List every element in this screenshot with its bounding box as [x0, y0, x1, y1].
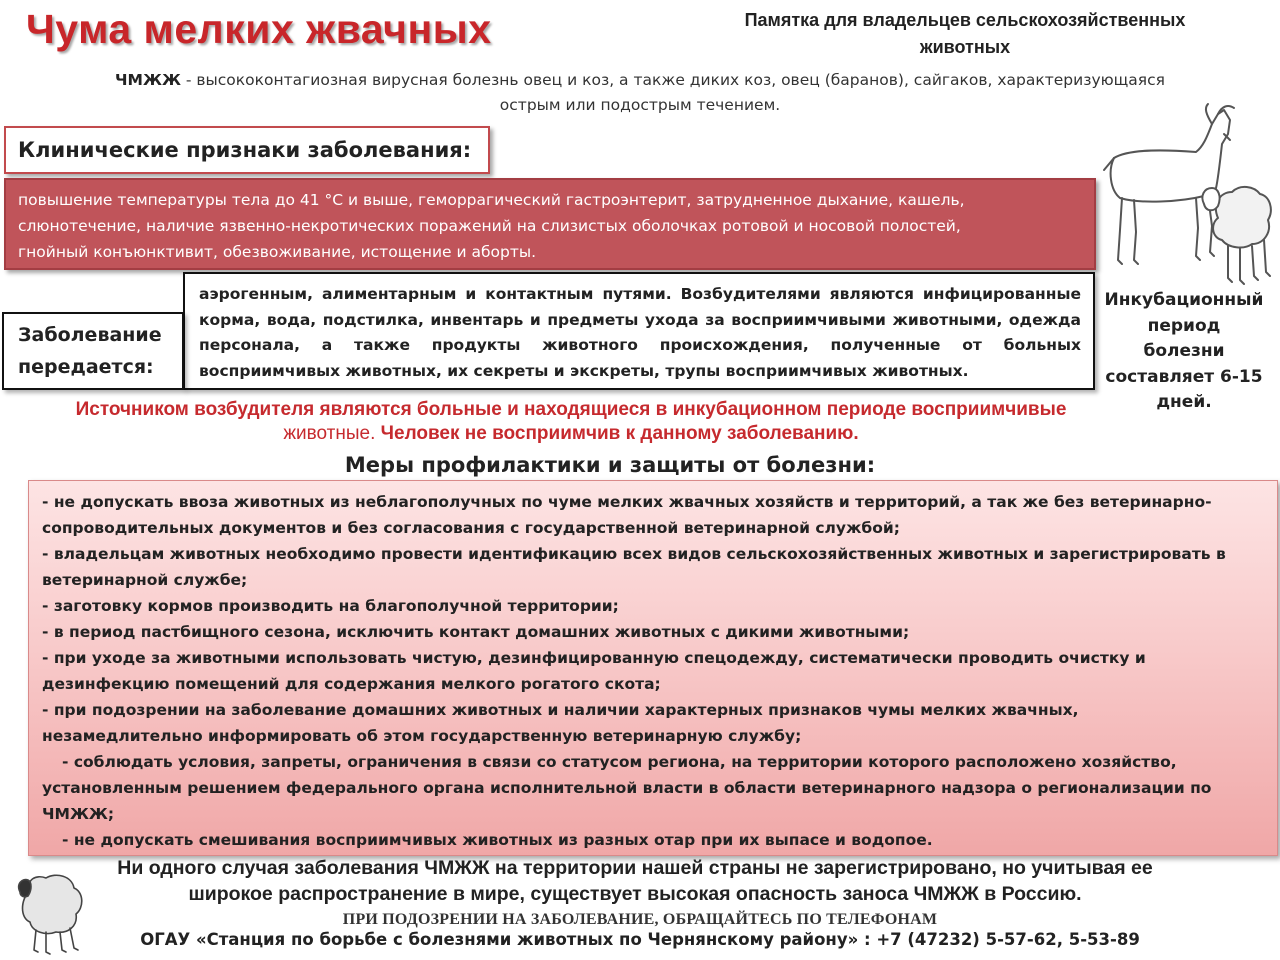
intro-abbr: ЧМЖЖ	[115, 71, 181, 89]
page-title: Чума мелких жвачных	[26, 6, 492, 52]
incubation-line: составляет 6-15	[1105, 366, 1263, 387]
measure-line: - при уходе за животными использовать чистую, дезинфицированную спецодежду, систематически проводить очистку и	[42, 649, 1146, 667]
measure-line: - не допускать смешивания восприимчивых животных из разных отар при их выпасе и водопое.	[62, 831, 933, 849]
measure-line: - владельцам животных необходимо провести идентификацию всех видов сельскохозяйственных животных и зарегистрировать в	[42, 545, 1226, 563]
measure-line: сопроводительных документов и без согласования с государственной ветеринарной службой;	[42, 519, 900, 537]
memo-heading	[690, 7, 1240, 61]
clinical-signs-line: слюнотечение, наличие язвенно-некротических поражений на слизистых оболочках ротовой и носовой полостей,	[18, 217, 961, 235]
transmission-label-line: передается:	[18, 356, 154, 378]
prevention-measures-box	[28, 480, 1278, 856]
source-human-note: Человек не восприимчив к данному заболеванию.	[380, 423, 859, 444]
measure-line: ЧМЖЖ;	[42, 805, 115, 823]
intro-paragraph	[20, 68, 1260, 118]
clinical-signs-line: повышение температуры тела до 41 °С и выше, геморрагический гастроэнтерит, затрудненное дыхание, кашель,	[18, 191, 965, 209]
source-line	[6, 422, 1136, 446]
sheep-illustration	[12, 870, 88, 956]
measure-line: незамедлительно информировать об этом государственную ветеринарную службу;	[42, 727, 802, 745]
goat-sheep-icon	[1100, 100, 1276, 290]
intro-line: острым или подострым течением.	[499, 96, 781, 114]
measure-line: установленным решением федерального органа исполнительной власти в области ветеринарного надзора о регионализации по	[42, 779, 1212, 797]
infection-source-note	[6, 398, 1136, 446]
measure-line: ветеринарной службе;	[42, 571, 248, 589]
measure-line: - не допускать ввоза животных из неблагополучных по чуме мелких жвачных хозяйств и территорий, а так же без ветеринарно-	[42, 493, 1212, 511]
sheep-icon	[12, 870, 88, 956]
contact-call-heading: ПРИ ПОДОЗРЕНИИ НА ЗАБОЛЕВАНИЕ, ОБРАЩАЙТЕСЬ ПО ТЕЛЕФОНАМ	[342, 911, 938, 928]
source-separator: .	[370, 423, 381, 444]
measure-line: - в период пастбищного сезона, исключить контакт домашних животных с дикими животными;	[42, 623, 910, 641]
incubation-line: болезни	[1143, 341, 1225, 361]
goat-and-sheep-illustration	[1100, 100, 1276, 290]
incubation-line: дней.	[1156, 392, 1212, 412]
source-animals-word: животные	[283, 423, 371, 444]
measure-line: - соблюдать условия, запреты, ограничения в связи со статусом региона, на территории которого расположено хозяйство,	[62, 753, 1177, 771]
clinical-signs-box	[4, 178, 1096, 270]
risk-line: Ни одного случая заболевания ЧМЖЖ на территории нашей страны не зарегистрировано, но учитывая ее	[117, 857, 1153, 879]
transmission-label	[2, 312, 184, 390]
risk-line: широкое распространение в мире, существует высокая опасность заноса ЧМЖЖ в Россию.	[188, 882, 1082, 905]
incubation-line: период	[1147, 315, 1221, 336]
intro-line	[20, 68, 1260, 93]
source-line: Источником возбудителя являются больные и находящиеся в инкубационном периоде восприимчивые	[75, 399, 1067, 420]
intro-line1-text: - высококонтагиозная вирусная болезнь овец и коз, а также диких коз, овец (баранов), сайгаков, характеризующаяся	[180, 71, 1165, 89]
memo-heading-line: животных	[919, 37, 1011, 57]
contact-organization: ОГАУ «Станция по борьбе с болезнями животных по Чернянскому району» : +7 (47232) 5-57-62, 5-53-89	[140, 930, 1140, 949]
measure-line: - при подозрении на заболевание домашних животных и наличии характерных признаков чумы мелких жвачных,	[42, 701, 1079, 719]
transmission-label-line: Заболевание	[18, 324, 162, 346]
measure-line: - заготовку кормов производить на благополучной территории;	[42, 597, 619, 615]
memo-heading-line: Памятка для владельцев сельскохозяйственных	[744, 10, 1186, 30]
clinical-signs-line: гнойный конъюнктивит, обезвоживание, истощение и аборты.	[18, 243, 537, 261]
clinical-signs-heading: Клинические признаки заболевания:	[4, 126, 490, 174]
transmission-text-box: аэрогенным, алиментарным и контактным путями. Возбудителями являются инфицированные корма, вода, подстилка, инвентарь и предметы ухода за восприимчивыми животными, одежда персонала, а также продукты животного происхождения, полученные от больных восприимчивых животных, их секреты и экскреты, трупы восприимчивых животных.	[183, 272, 1095, 390]
measure-line: дезинфекцию помещений для содержания мелкого рогатого скота;	[42, 675, 661, 693]
incubation-period-note	[1100, 288, 1268, 416]
prevention-heading: Меры профилактики и защиты от болезни:	[344, 453, 876, 477]
risk-statement	[40, 856, 1230, 907]
incubation-line: Инкубационный	[1104, 290, 1264, 310]
